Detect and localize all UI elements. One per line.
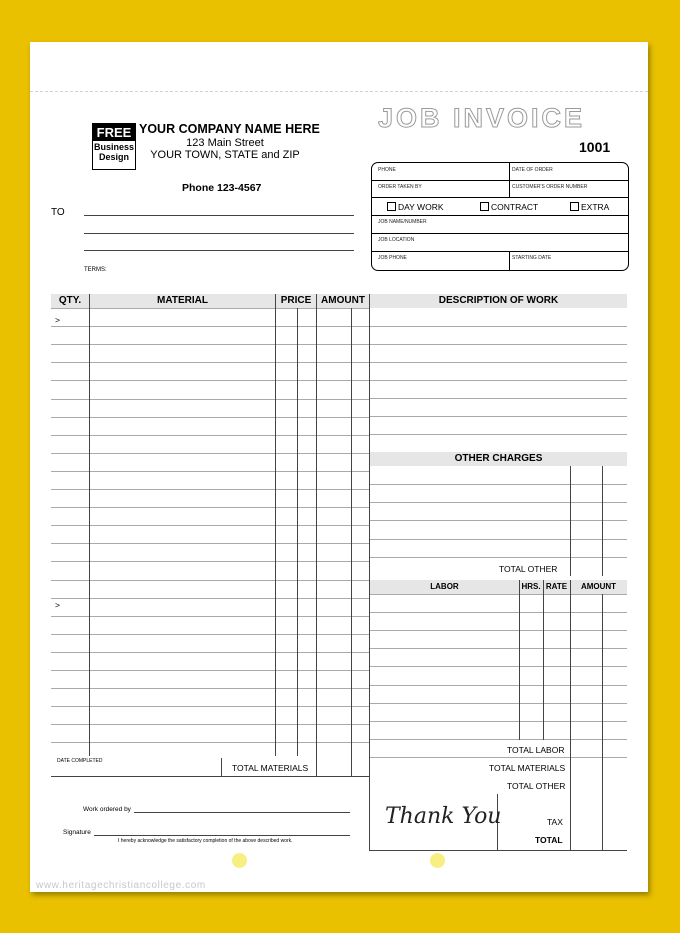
labor-row[interactable]	[370, 612, 627, 613]
work-line[interactable]	[370, 398, 627, 399]
signature-line[interactable]	[94, 835, 350, 836]
price-header: PRICE	[280, 295, 312, 306]
material-row[interactable]	[51, 362, 369, 363]
to-line-1[interactable]	[84, 215, 354, 216]
material-header: MATERIAL	[157, 295, 208, 306]
company-logo	[92, 123, 136, 170]
perforation-line	[30, 91, 648, 92]
work-ordered-by-line[interactable]	[134, 812, 350, 813]
labor-amount-header: AMOUNT	[580, 582, 617, 591]
labor-row[interactable]	[370, 594, 627, 595]
date-of-order-field[interactable]: DATE OF ORDER	[512, 167, 553, 173]
date-completed-label: DATE COMPLETED	[57, 758, 103, 764]
total-label: TOTAL	[535, 835, 563, 845]
row-marker-2: >	[55, 600, 60, 610]
order-taken-by-field[interactable]: ORDER TAKEN BY	[378, 184, 422, 190]
other-charge-row[interactable]	[370, 539, 627, 540]
material-row[interactable]	[51, 435, 369, 436]
material-row[interactable]	[51, 580, 369, 581]
labor-row[interactable]	[370, 685, 627, 686]
material-row[interactable]	[51, 489, 369, 490]
material-row[interactable]	[51, 724, 369, 725]
total-other-label: TOTAL OTHER	[499, 564, 558, 574]
signature-label: Signature	[63, 829, 91, 836]
logo-free-text: FREE	[93, 124, 135, 141]
extra-checkbox[interactable]: EXTRA	[570, 202, 609, 212]
material-row[interactable]	[51, 344, 369, 345]
labor-row[interactable]	[370, 721, 627, 722]
job-name-field[interactable]: JOB NAME/NUMBER	[378, 219, 427, 225]
grand-total-other-label: TOTAL OTHER	[507, 781, 566, 791]
labor-header: LABOR	[430, 582, 459, 591]
material-row[interactable]	[51, 670, 369, 671]
labor-row[interactable]	[370, 630, 627, 631]
contract-checkbox[interactable]: CONTRACT	[480, 202, 538, 212]
material-row[interactable]	[51, 634, 369, 635]
material-row[interactable]	[51, 399, 369, 400]
starting-date-field[interactable]: STARTING DATE	[512, 255, 552, 261]
row-marker-1: >	[55, 315, 60, 325]
material-row[interactable]	[51, 525, 369, 526]
acknowledge-text: I hereby acknowledge the satisfactory completion of the above described work.	[118, 838, 293, 844]
other-charge-row[interactable]	[370, 520, 627, 521]
thank-you-script: Thank You	[385, 804, 502, 829]
material-row[interactable]	[51, 742, 369, 743]
invoice-sheet	[30, 42, 648, 892]
labor-row[interactable]	[370, 666, 627, 667]
tax-label: TAX	[547, 817, 563, 827]
material-row[interactable]	[51, 326, 369, 327]
material-row[interactable]	[51, 308, 369, 309]
terms-label: TERMS:	[84, 267, 107, 273]
material-row[interactable]	[51, 652, 369, 653]
company-phone: Phone 123-4567	[182, 182, 262, 194]
invoice-title: JOB INVOICE	[378, 103, 586, 133]
day-work-checkbox[interactable]: DAY WORK	[387, 202, 444, 212]
material-row[interactable]	[51, 471, 369, 472]
amount-header: AMOUNT	[321, 295, 365, 306]
material-row[interactable]	[51, 380, 369, 381]
work-ordered-by-label: Work ordered by	[83, 806, 131, 813]
work-line[interactable]	[370, 434, 627, 435]
watermark-text: www.heritagechristiancollege.com	[36, 880, 206, 891]
material-row[interactable]	[51, 616, 369, 617]
binding-hole-right	[430, 853, 445, 868]
work-line[interactable]	[370, 362, 627, 363]
to-line-3[interactable]	[84, 250, 354, 251]
invoice-number: 1001	[579, 139, 611, 155]
material-row[interactable]	[51, 453, 369, 454]
job-phone-field[interactable]: JOB PHONE	[378, 255, 407, 261]
material-row[interactable]	[51, 417, 369, 418]
to-label: TO	[51, 207, 65, 218]
company-name: YOUR COMPANY NAME HERE	[139, 122, 320, 136]
total-materials-label: TOTAL MATERIALS	[232, 763, 309, 773]
phone-field[interactable]: PHONE	[378, 167, 396, 173]
labor-row[interactable]	[370, 703, 627, 704]
other-charges-header: OTHER CHARGES	[454, 453, 543, 464]
company-street: 123 Main Street	[186, 137, 264, 149]
material-row[interactable]	[51, 598, 369, 599]
work-line[interactable]	[370, 416, 627, 417]
binding-hole-left	[232, 853, 247, 868]
job-location-field[interactable]: JOB LOCATION	[378, 237, 415, 243]
other-charge-row[interactable]	[370, 484, 627, 485]
material-row[interactable]	[51, 561, 369, 562]
work-line[interactable]	[370, 344, 627, 345]
company-address	[140, 137, 310, 161]
grand-total-materials-label: TOTAL MATERIALS	[489, 763, 566, 773]
logo-line1: Business	[93, 142, 135, 152]
hrs-header: HRS.	[521, 582, 541, 591]
other-charge-row[interactable]	[370, 557, 627, 558]
work-line[interactable]	[370, 380, 627, 381]
customer-order-number-field[interactable]: CUSTOMER'S ORDER NUMBER	[512, 184, 588, 190]
job-info-box	[371, 162, 629, 271]
labor-row[interactable]	[370, 739, 627, 740]
company-city: YOUR TOWN, STATE and ZIP	[150, 149, 300, 161]
qty-header: QTY.	[58, 295, 82, 306]
other-charge-row[interactable]	[370, 502, 627, 503]
labor-row[interactable]	[370, 648, 627, 649]
description-of-work-header: DESCRIPTION OF WORK	[438, 295, 559, 306]
logo-line2: Design	[98, 151, 129, 162]
material-row[interactable]	[51, 706, 369, 707]
to-line-2[interactable]	[84, 233, 354, 234]
material-row[interactable]	[51, 688, 369, 689]
labor-row[interactable]	[370, 757, 627, 758]
total-labor-label: TOTAL LABOR	[507, 745, 565, 755]
material-row[interactable]	[51, 543, 369, 544]
material-row[interactable]	[51, 507, 369, 508]
rate-header: RATE	[545, 582, 568, 591]
work-line[interactable]	[370, 326, 627, 327]
